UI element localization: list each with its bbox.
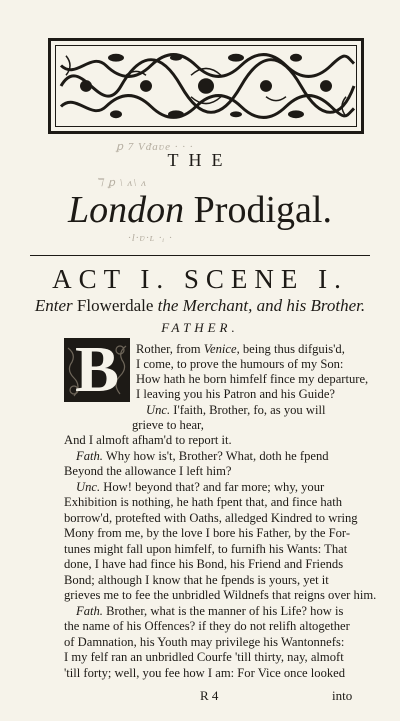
text-line: grieve to hear,: [132, 418, 204, 432]
dropcap-letter: B: [74, 338, 120, 402]
title-article: THE: [167, 150, 233, 170]
text-line: Fath. Brother, what is the manner of his Life? how is: [76, 604, 344, 618]
text-line: Unc. I'faith, Brother, fo, as you will: [146, 403, 326, 417]
headpiece-ornament-icon: [56, 46, 356, 126]
bleed-through-text: ꝑ 7 Vᵭaʋe · · ·: [116, 141, 194, 153]
text-line: And I almoft afham'd to report it.: [64, 433, 232, 447]
text-line: Beyond the allowance I left him?: [64, 464, 232, 478]
text-line: Unc. How! beyond that? and far more; why, your: [76, 480, 325, 494]
play-title: [0, 188, 400, 232]
text-line: Bond; although I know that he fpends is yours, yet it: [64, 573, 329, 587]
enter-word: Enter: [34, 296, 73, 315]
title-italic-word: London: [68, 189, 185, 231]
character-name: Flowerdale: [76, 296, 154, 315]
dropcap: [64, 338, 130, 402]
ornamental-headpiece: [48, 38, 364, 134]
text-line: the name of his Offences? if they do not relifh altogether: [64, 619, 350, 633]
stage-direction-tail: and his Brother.: [256, 296, 366, 315]
title-rule: [30, 255, 370, 256]
text-line: I my felf ran an unbridled Courfe 'till thirty, nay, almoft: [64, 650, 344, 664]
text-line: Mony from me, by the love I bore his Father, by the For-: [64, 526, 351, 540]
signature-mark: R 4: [200, 688, 219, 703]
act-scene-heading: ACT I. SCENE I.: [52, 264, 348, 294]
catchword: into: [332, 688, 353, 703]
text-line: tunes might fall upon himfelf, to furnifh his Wants: That: [64, 542, 348, 556]
text-line: I leaving you his Patron and his Guide?: [136, 387, 336, 401]
text-line: Rother, from Venice, being thus difguis'd,: [136, 342, 345, 356]
text-line: Fath. Why how is't, Brother? What, doth he fpend: [76, 449, 329, 463]
text-line: done, I have had fince his Bond, his Friend and Friends: [64, 557, 344, 571]
text-line: borrow'd, protefted with Oaths, alledged Kindred to wring: [64, 511, 358, 525]
bleed-through-text: ℸ ꝑ \ ʌ\ ʌ: [96, 177, 147, 189]
text-line: How hath he born himfelf fince my departure,: [136, 372, 369, 386]
text-line: I come, to prove the humours of my Son:: [136, 357, 344, 371]
stage-direction: [0, 296, 400, 316]
character-role: the Merchant,: [157, 296, 253, 315]
text-line: of Damnation, his Youth may privilege his Wantonnefs:: [64, 635, 345, 649]
bleed-through-text: ·Ɩ·ʋ·ʟ ·ᵢ ·: [128, 232, 173, 244]
text-line: grieves me to fee the unbridled Wildnefs that reigns over him.: [64, 588, 377, 602]
speaker-heading: FATHER.: [161, 320, 239, 335]
text-line: Exhibition is nothing, he hath fpent that, and fince hath: [64, 495, 343, 509]
title-roman-word: Prodigal.: [193, 189, 332, 231]
text-line: 'till forty; well, you fee how I am: For Vice once looked: [64, 666, 346, 680]
